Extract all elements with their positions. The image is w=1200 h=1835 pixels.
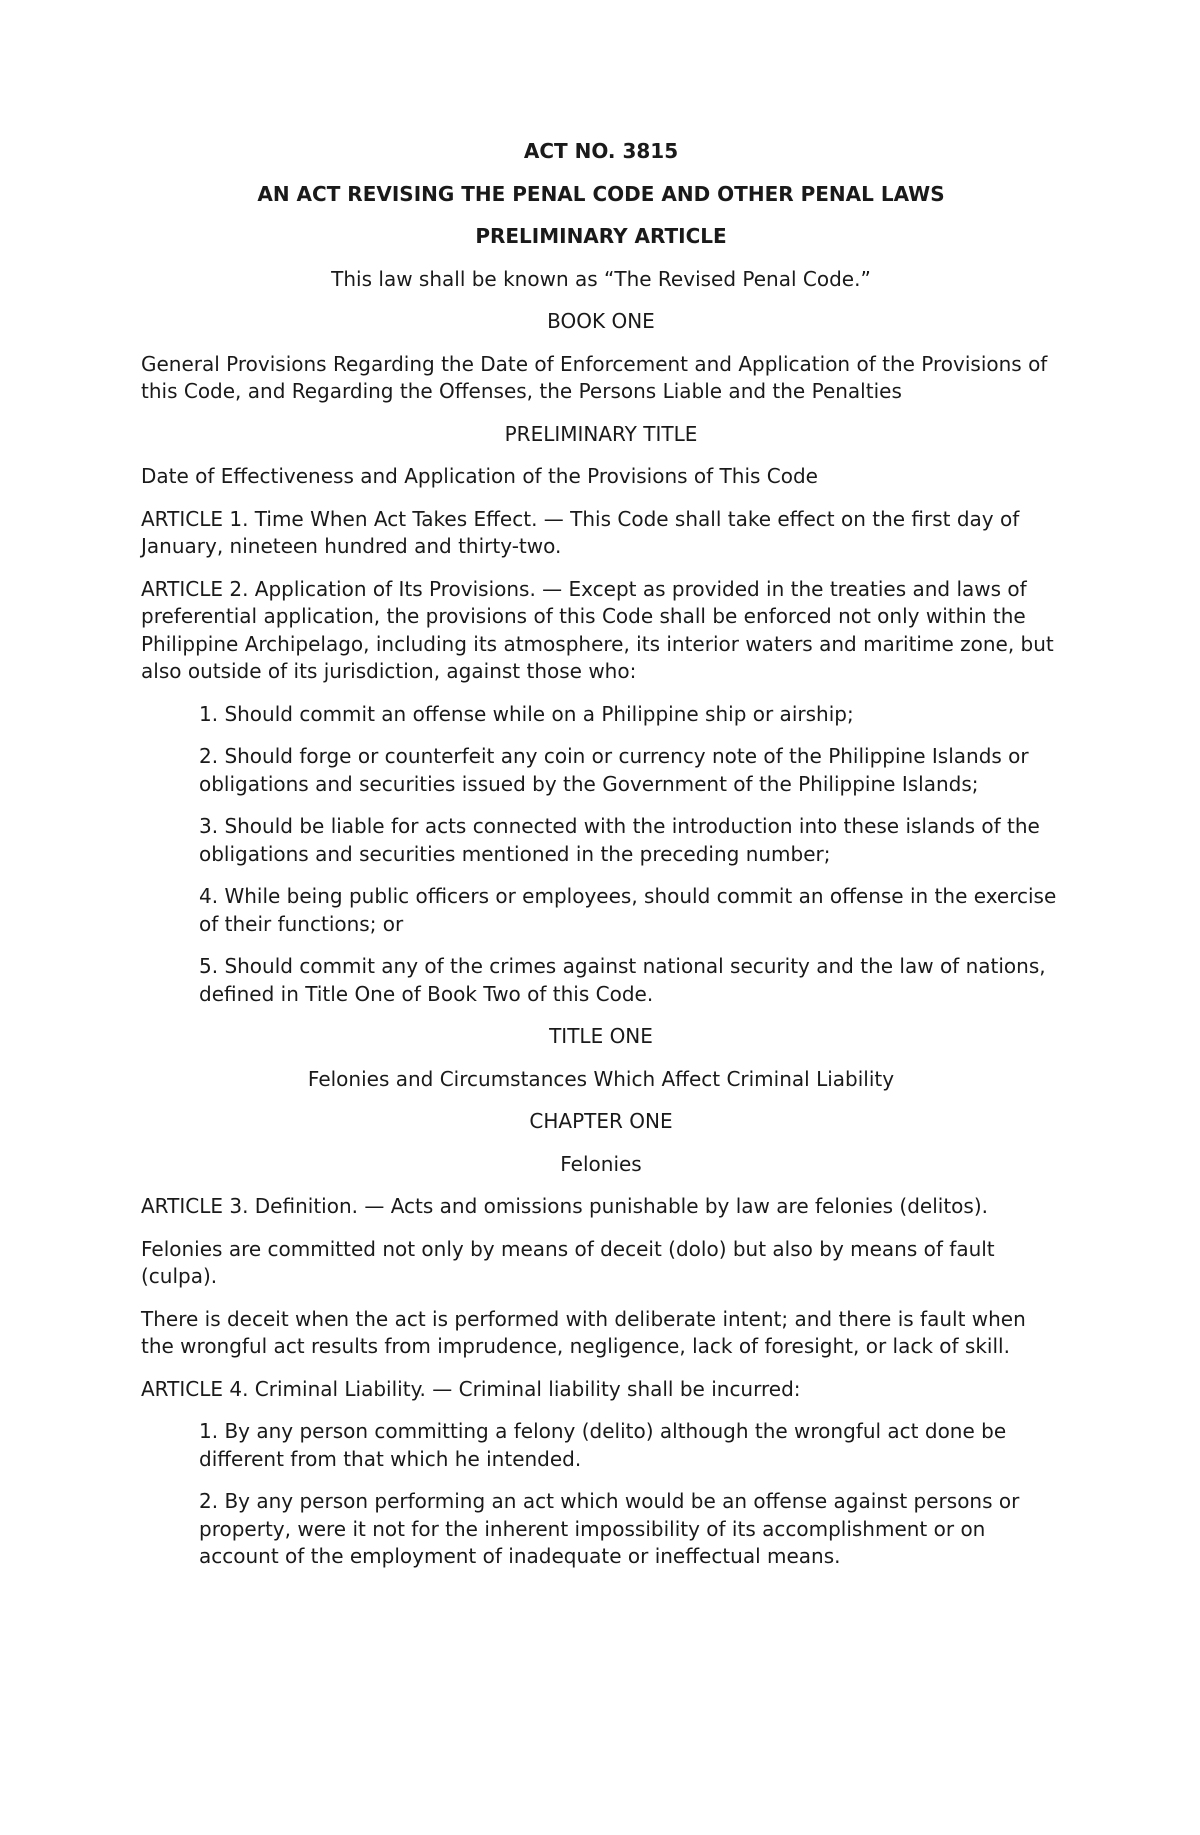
preliminary-title-heading: PRELIMINARY TITLE [504, 421, 698, 446]
title-one-heading: TITLE ONE [549, 1024, 653, 1048]
article-2-item: 2. Should forge or counterfeit any coin or currency note of the Philippine Islands or obligations and securities issued by the Government of the Philippine Islands; [199, 744, 1029, 796]
article-3: ARTICLE 3. Definition. — Acts and omissions punishable by law are felonies (delitos). [141, 1194, 989, 1218]
act-title: AN ACT REVISING THE PENAL CODE AND OTHER PENAL LAWS [257, 181, 945, 206]
book-subtitle: General Provisions Regarding the Date of Enforcement and Application of the Provisions of this Code, and Regarding the Offenses, the Persons Liable and the Penalties [141, 351, 1048, 403]
preliminary-article-heading: PRELIMINARY ARTICLE [475, 224, 727, 248]
article-2-item: 4. While being public officers or employees, should commit an offense in the exercise of their functions; or [199, 884, 1057, 936]
article-2: ARTICLE 2. Application of Its Provisions. — Except as provided in the treaties and laws of preferential application, the provisions of this Code shall be enforced not only within the Philippine Archipelago, including its atmosphere, its interior waters and maritime zone, but also outside of its jurisdiction, against those who: [141, 576, 1054, 683]
chapter-one-heading: CHAPTER ONE [529, 1109, 673, 1133]
chapter-one-subtitle: Felonies [560, 1151, 642, 1176]
article-2-item: 3. Should be liable for acts connected with the introduction into these islands of the obligations and securities mentioned in the preceding number; [199, 814, 1040, 866]
preliminary-title-subtitle: Date of Effectiveness and Application of the Provisions of This Code [141, 464, 818, 488]
article-3-paragraph-2: Felonies are committed not only by means of deceit (dolo) but also by means of fault (culpa). [141, 1236, 995, 1288]
act-number: ACT NO. 3815 [523, 139, 679, 163]
document-body [141, 138, 1061, 1586]
article-2-item: 5. Should commit any of the crimes against national security and the law of nations, defined in Title One of Book Two of this Code. [199, 954, 1046, 1006]
article-4-item: 1. By any person committing a felony (delito) although the wrongful act done be different from that which he intended. [199, 1419, 1007, 1471]
book-heading: BOOK ONE [547, 309, 655, 333]
preliminary-article-text: This law shall be known as “The Revised Penal Code.” [331, 266, 871, 291]
article-1: ARTICLE 1. Time When Act Takes Effect. — This Code shall take effect on the first day of January, nineteen hundred and thirty-two. [141, 506, 1020, 558]
article-4-item: 2. By any person performing an act which would be an offense against persons or property, were it not for the inherent impossibility of its accomplishment or on account of the employment of inadequate or ineffectual means. [199, 1489, 1020, 1568]
article-3-paragraph-3: There is deceit when the act is performed with deliberate intent; and there is fault when the wrongful act results from imprudence, negligence, lack of foresight, or lack of skill. [141, 1306, 1026, 1358]
article-2-item: 1. Should commit an offense while on a Philippine ship or airship; [199, 701, 854, 726]
title-one-subtitle: Felonies and Circumstances Which Affect Criminal Liability [307, 1066, 895, 1091]
article-4: ARTICLE 4. Criminal Liability. — Criminal liability shall be incurred: [141, 1376, 801, 1401]
